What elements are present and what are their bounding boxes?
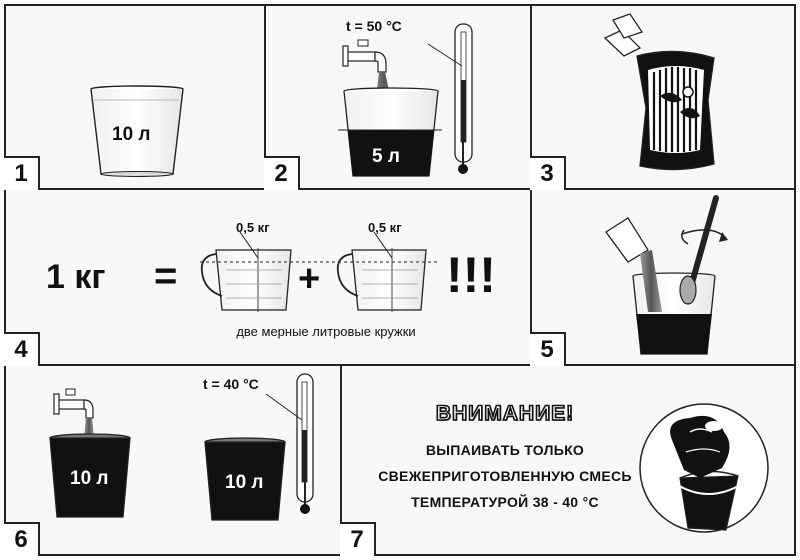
equation-left: 1 кг bbox=[46, 258, 106, 296]
cup-weight-right: 0,5 кг bbox=[368, 220, 402, 235]
exclamation-marks: !!! bbox=[446, 247, 496, 303]
warning-line-3: ТЕМПЕРАТУРОЙ 38 - 40 °С bbox=[411, 494, 599, 510]
cups-caption: две мерные литровые кружки bbox=[236, 324, 416, 339]
panel-number: 2 bbox=[264, 156, 300, 190]
measuring-cup-small-icon bbox=[605, 14, 642, 56]
panel-number: 5 bbox=[530, 332, 566, 366]
bucket-volume-right: 10 л bbox=[225, 472, 264, 493]
temperature-label: t = 50 °C bbox=[346, 18, 402, 34]
warning-title: ВНИМАНИЕ! bbox=[435, 402, 575, 425]
water-tap-icon bbox=[343, 40, 386, 72]
warning-line-2: СВЕЖЕПРИГОТОВЛЕННУЮ СМЕСЬ bbox=[378, 468, 632, 484]
measuring-jug-left-icon bbox=[202, 232, 291, 312]
plus-sign: + bbox=[298, 258, 321, 300]
equals-sign: = bbox=[154, 254, 178, 298]
pouring-cup-icon bbox=[606, 218, 662, 312]
water-tap-2-icon bbox=[54, 389, 93, 418]
measuring-jug-right-icon bbox=[338, 232, 426, 312]
panel-number: 4 bbox=[4, 332, 40, 366]
bucket-volume-left: 10 л bbox=[70, 468, 109, 489]
panel-number: 1 bbox=[4, 156, 40, 190]
water-volume-label: 5 л bbox=[372, 146, 400, 167]
mix-package-icon bbox=[637, 51, 714, 169]
bucket-volume-label: 10 л bbox=[112, 124, 151, 145]
warning-line-1: ВЫПАИВАТЬ ТОЛЬКО bbox=[425, 442, 585, 458]
panel-number: 6 bbox=[4, 522, 40, 556]
temperature-label-2: t = 40 °C bbox=[203, 376, 259, 392]
cup-weight-left: 0,5 кг bbox=[236, 220, 270, 235]
panel-number: 3 bbox=[530, 156, 566, 190]
panel-number: 7 bbox=[340, 522, 376, 556]
